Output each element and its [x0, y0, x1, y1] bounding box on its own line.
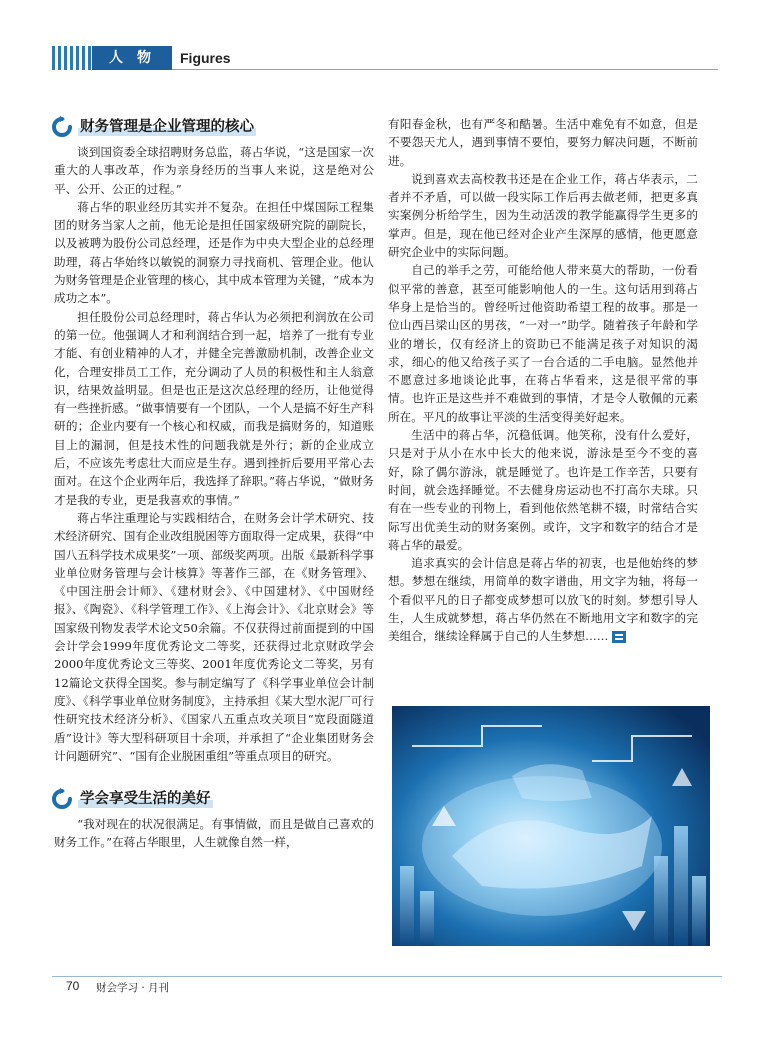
globe-illustration [392, 706, 710, 946]
paragraph: “我对现在的状况很满足。有事情做，而且是做自己喜欢的财务工作。”在蒋占华眼里，人生就像自然一样， [54, 817, 374, 850]
final-text: 追求真实的会计信息是蒋占华的初衷，也是他始终的梦想。梦想在继续，用简单的数字谱曲，用文字为轴，将每一个看似平凡的日子都变成梦想可以放飞的时刻。梦想引导人生，人生成就梦想，蒋占华仍然在不断地用文字和数字的完美组合，继续诠释属于自己的人生梦想…… [388, 556, 698, 644]
paragraph: 自己的举手之劳，可能给他人带来莫大的帮助，一份看似平常的善意，甚至可能影响他人的一生。这句话用到蒋占华身上是恰当的。曾经听过他资助希望工程的故事。那是一位山西吕梁山区的男孩，“一对一”助学。随着孩子年龄和学业的增长，仅有经济上的资助已不能满足孩子对知识的渴求，细心的他又给孩子买了一台合适的二手电脑。显然他并不愿意过多地谈论此事，在蒋占华看来，这是很平常的事情。也许正是这些并不难做到的事情，才是令人敬佩的元素所在。平凡的故事让平淡的生活变得美好起来。 [388, 263, 698, 424]
section-tab: 人物 [92, 46, 172, 70]
magazine-name: 财会学习 · 月刊 [96, 982, 170, 994]
page-footer [52, 976, 722, 996]
section-heading-1 [50, 115, 374, 139]
header-rule [172, 69, 718, 70]
section-title-en: Figures [180, 50, 231, 66]
left-column [54, 115, 374, 852]
section-heading-1-text: 财务管理是企业管理的核心 [80, 118, 254, 135]
paragraph: 说到喜欢去高校教书还是在企业工作，蒋占华表示，二者并不矛盾，可以做一段实际工作后再去做老师，把更多真实案例分析给学生，因为生动活泼的教学能赢得学生更多的掌声。但是，现在他已经对企业产生深厚的感情，他更愿意研究企业中的实际问题。 [388, 171, 698, 260]
page-number: 70 [66, 979, 80, 993]
decorative-globe-image [392, 706, 710, 946]
swirl-arrow-icon [50, 787, 74, 811]
paragraph-final [388, 554, 698, 645]
paragraph: 蒋占华的职业经历其实并不复杂。在担任中煤国际工程集团的财务当家人之前，他无论是担任国家级研究院的副院长，以及被聘为股份公司总经理，还是作为中央大型企业的总经理助理，蒋占华始终以敏锐的洞察力寻找商机、管理企业。他认为财务管理是企业管理的核心，其中成本管理为关键，“成本为成功之本”。 [54, 199, 374, 306]
section-heading-2-text: 学会享受生活的美好 [80, 790, 211, 807]
paragraph: 蒋占华注重理论与实践相结合，在财务会计学术研究、技术经济研究、国有企业改组脱困等方面取得一定成果，获得“中国八五科学技术成果奖”一项、部级奖两项。出版《最新科学事业单位财务管理与会计核算》等著作三部，在《财务管理》、《中国注册会计师》、《建材财会》、《中国建材》、《中国财经报》、《陶瓷》、《科学管理工作》、《上海会计》、《北京财会》等国家级刊物发表学术论文50余篇。不仅获得过前面提到的中国会计学会1999年度优秀论文二等奖，还获得过北京财政学会2000年度优秀论文三等奖、2001年度优秀论文二等奖，另有12篇论文获得全国奖。参与制定编写了《科学事业单位会计制度》、《科学事业单位财务制度》，主持承担《某大型水泥厂可行性研究技术经济分析》、《国家八五重点攻关项目“宽段面隧道盾”设计》等大型科研项目十余项，并承担了“企业集团财务会计问题研究”、“国有企业脱困重组”等重点项目的研究。 [54, 510, 374, 763]
page-header [0, 42, 758, 72]
paragraph-continued: 有阳春金秋，也有严冬和酷暑。生活中难免有不如意，但是不要怨天尤人，遇到事情不要怕，要努力解决问题，不断前进。 [388, 117, 698, 168]
header-stripes [52, 46, 92, 70]
end-mark-icon [612, 631, 626, 643]
section-heading-2 [50, 787, 374, 811]
paragraph: 谈到国资委全球招聘财务总监，蒋占华说，“这是国家一次重大的人事改革，作为亲身经历的当事人来说，这是绝对公平、公开、公正的过程。” [54, 145, 374, 196]
paragraph: 担任股份公司总经理时，蒋占华认为必须把利润放在公司的第一位。他强调人才和利润结合到一起，培养了一批有专业才能、有创业精神的人才，并健全完善激励机制，改善企业文化，合理安排员工工作，充分调动了人员的积极性和主人翁意识，结果效益明显。但是也正是这次总经理的经历，让他觉得有一些挫折感。“做事情要有一个团队，一个人是搞不好生产科研的；企业内要有一个核心和权威，而我是搞财务的，知道账目上的漏洞，但是技术性的问题我就是外行；新的企业成立后，不应该先考虑壮大而应是生存。遇到挫折后要用平常心去面对。在这个企业两年后，我选择了辞职。”蒋占华说，“做财务才是我的专业，更是我喜欢的事情。” [54, 309, 374, 507]
swirl-arrow-icon [50, 115, 74, 139]
right-column [388, 115, 698, 646]
paragraph: 生活中的蒋占华，沉稳低调。他笑称，没有什么爱好，只是对于从小在水中长大的他来说，游泳是至今不变的喜好，除了偶尔游泳，就是睡觉了。也许是工作辛苦，只要有时间，就会选择睡觉。不去健身房运动也不打高尔夫球。只有在一些专业的刊物上，看到他依然笔耕不辍，时常结合实际写出优美生动的财务案例。或许，文字和数字的结合才是蒋占华的最爱。 [388, 428, 698, 552]
